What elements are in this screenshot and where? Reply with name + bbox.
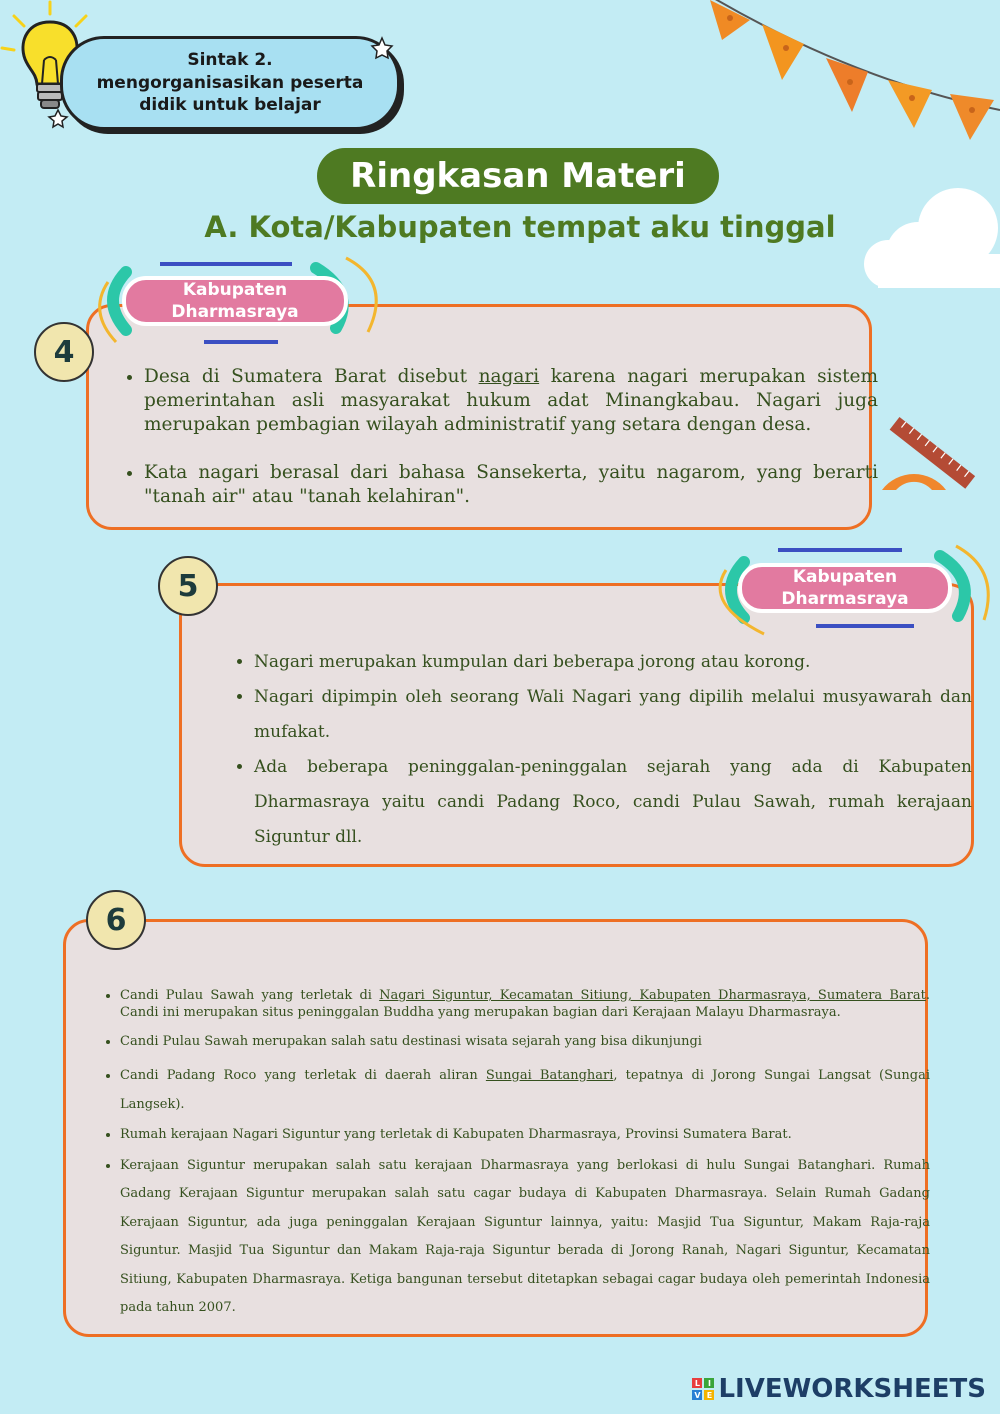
bunting-flags — [700, 0, 1000, 150]
liveworksheets-logo — [692, 1374, 986, 1404]
badge-line1: Kabupaten — [792, 566, 898, 587]
bullet-list — [232, 645, 972, 855]
text-span: Candi Padang Roco yang terletak di daerah aliran — [120, 1068, 486, 1083]
logo-letter: E — [704, 1390, 714, 1400]
logo-letter: V — [694, 1390, 701, 1400]
list-item: • Kerajaan Siguntur merupakan salah satu kerajaan Dharmasraya yang berlokasi di hulu Sungai Batanghari. Rumah Gadang Kerajaan Siguntur merupakan salah satu cagar budaya di Kabupaten Dharmasraya. Selain Rumah Gadang Kerajaan Siguntur, ada juga peninggalan Kerajaan Siguntur lainnya, yaitu: Masjid Tua Siguntur, Makam Raja-raja Siguntur. Masjid Tua Siguntur dan Makam Raja-raja Siguntur berada di Jorong Ranah, Nagari Siguntur, Kecamatan Sitiung, Kabupaten Dharmasraya. Ketiga bangunan tersebut ditetapkan sebagai cagar budaya oleh pemerintah Indonesia pada tahun 2007. — [120, 1152, 930, 1323]
text-span: Desa di Sumatera Barat disebut — [144, 366, 479, 387]
sintak-line2: mengorganisasikan peserta — [96, 72, 364, 93]
section-number: 6 — [86, 890, 146, 950]
badge-line2: Dharmasraya — [781, 589, 909, 609]
section-number: 5 — [158, 556, 218, 616]
list-item — [120, 987, 930, 1021]
brand-name: LIVEWORKSHEETS — [718, 1374, 986, 1404]
list-item: • Nagari merupakan kumpulan dari beberapa jorong atau korong. — [254, 645, 972, 680]
sintak-line1: Sintak 2. — [187, 49, 273, 70]
badge-line2: Dharmasraya — [171, 302, 299, 322]
list-item: • Kata nagari berasal dari bahasa Sansekerta, yaitu nagarom, yang berarti "tanah air" atau "tanah kelahiran". — [144, 461, 878, 509]
bullet-list — [122, 365, 878, 533]
list-item: • Nagari dipimpin oleh seorang Wali Nagari yang dipilih melalui musyawarah dan mufakat. — [254, 680, 972, 750]
ruler-icon — [878, 412, 978, 496]
region-badge — [738, 563, 952, 613]
section-number: 4 — [34, 322, 94, 382]
logo-letter: L — [692, 1378, 702, 1388]
list-item — [120, 1062, 930, 1119]
nagari-link[interactable]: nagari — [478, 366, 540, 387]
badge-line1: Kabupaten — [182, 279, 288, 300]
sintak-line3: didik untuk belajar — [139, 95, 321, 116]
text-span: , tepatnya di Jorong Sungai Langsat (Sungai Langsek). — [120, 1068, 930, 1112]
list-item: • Rumah kerajaan Nagari Siguntur yang terletak di Kabupaten Dharmasraya, Provinsi Sumatera Barat. — [120, 1121, 930, 1150]
sintak-header — [60, 36, 400, 130]
logo-letter: I — [704, 1378, 714, 1388]
location-link[interactable]: Nagari Siguntur, Kecamatan Sitiung, Kabupaten Dharmasraya, Sumatera Barat — [379, 988, 926, 1003]
section-subtitle: A. Kota/Kabupaten tempat aku tinggal — [204, 210, 836, 244]
region-badge — [122, 276, 348, 326]
text-span: Candi Pulau Sawah yang terletak di — [120, 988, 380, 1003]
list-item: • Ada beberapa peninggalan-peninggalan sejarah yang ada di Kabupaten Dharmasraya yaitu candi Padang Roco, candi Pulau Sawah, rumah kerajaan Siguntur dll. — [254, 750, 972, 855]
text-span: . Candi ini merupakan situs peninggalan Buddha yang merupakan bagian dari Kerajaan Malayu Dharmasraya. — [120, 988, 931, 1020]
page-title: Ringkasan Materi — [317, 148, 719, 204]
list-item — [144, 365, 878, 437]
text-span: karena nagari merupakan sistem pemerintahan asli masyarakat hukum adat Minangkabau. Nagari juga merupakan pembagian wilayah administratif yang setara dengan desa. — [144, 366, 878, 435]
river-link[interactable]: Sungai Batanghari — [485, 1068, 614, 1083]
bullet-list — [98, 987, 930, 1325]
star-icon — [370, 36, 394, 60]
list-item: • Candi Pulau Sawah merupakan salah satu destinasi wisata sejarah yang bisa dikunjungi — [120, 1033, 930, 1050]
brand-icon — [692, 1378, 714, 1400]
